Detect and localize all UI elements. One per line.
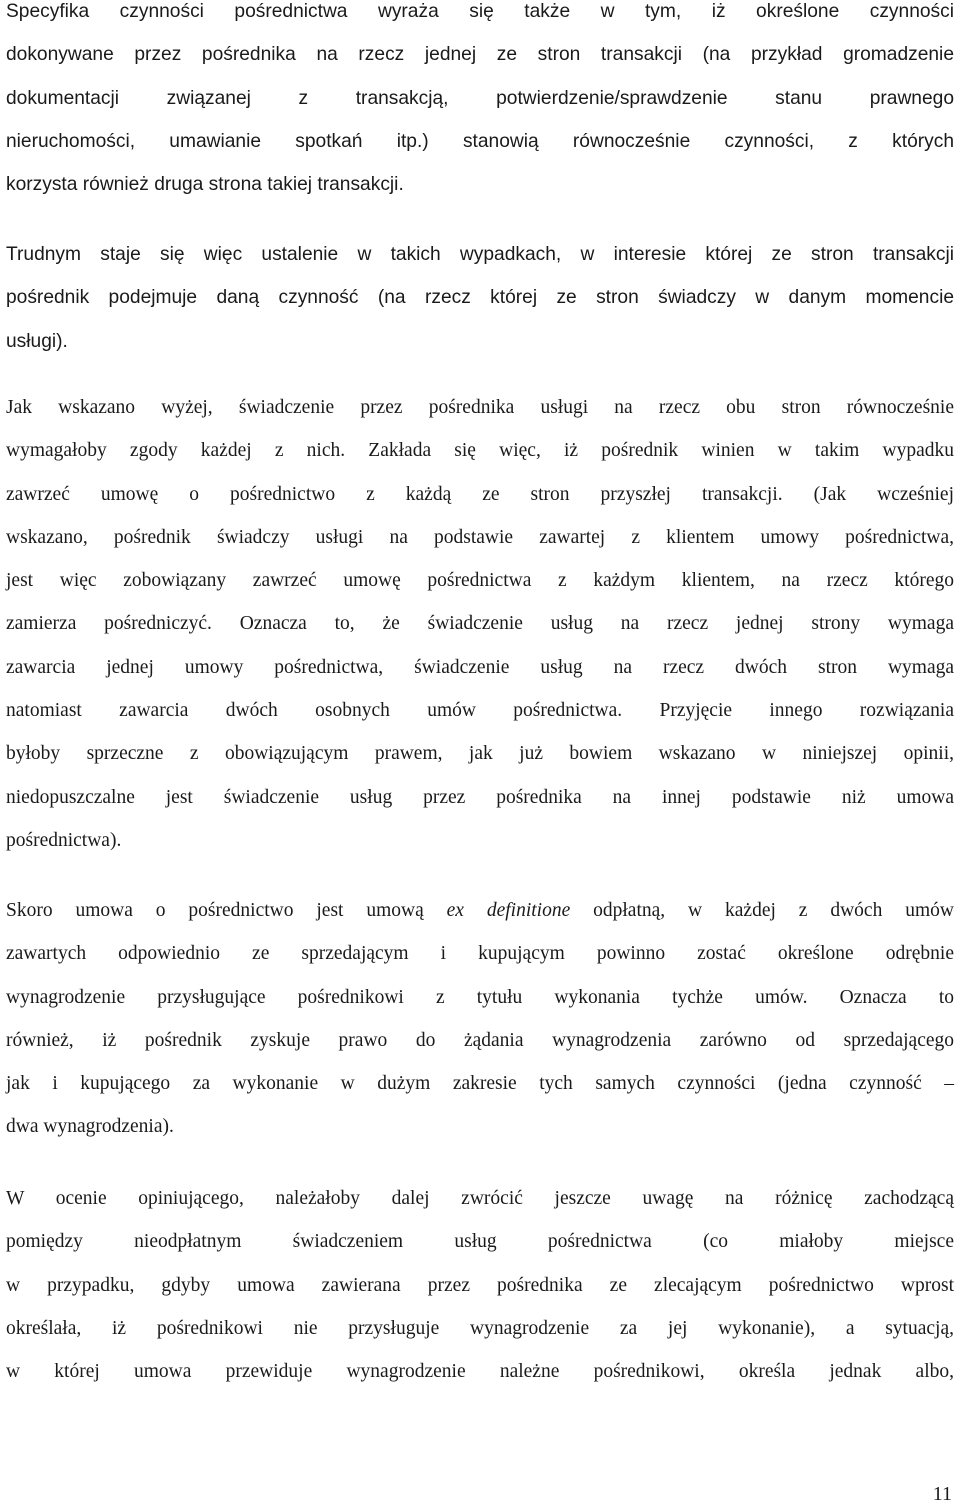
paragraph-3 [6,386,954,862]
text-line: natomiast zawarcia dwóch osobnych umów pośrednictwa. Przyjęcie innego rozwiązania [6,700,954,722]
latin-phrase: ex definitione [446,900,571,921]
text-line: niedopuszczalne jest świadczenie usług przez pośrednika na innej podstawie niż umowa [6,786,954,808]
text-line: Specyfika czynności pośrednictwa wyraża się także w tym, iż określone czynności [6,1,954,22]
text-line: korzysta również druga strona takiej transakcji. [6,174,404,196]
text-line: w której umowa przewiduje wynagrodzenie należne pośrednikowi, określa jednak albo, [6,1361,954,1383]
paragraph-2 [6,233,954,363]
text-line: dwa wynagrodzenia). [6,1116,174,1138]
paragraph-1 [6,0,954,206]
text-line: nieruchomości, umawianie spotkań itp.) stanowią równocześnie czynności, z których [6,130,954,152]
text-line: dokumentacji związanej z transakcją, potwierdzenie/sprawdzenie stanu prawnego [6,87,954,109]
text-line: byłoby sprzeczne z obowiązującym prawem, jak już bowiem wskazano w niniejszej opinii, [6,743,954,765]
text-line: pośrednik podejmuje daną czynność (na rzecz której ze stron świadczy w danym momencie [6,287,954,309]
text-line: Jak wskazano wyżej, świadczenie przez pośrednika usługi na rzecz obu stron równocześnie [6,397,954,418]
text-line [6,889,954,932]
paragraph-4 [6,889,954,1149]
text-line: wymagałoby zgody każdej z nich. Zakłada się więc, iż pośrednik winien w takim wypadku [6,440,954,462]
text-line: zawartych odpowiednio ze sprzedającym i kupującym powinno zostać określone odrębnie [6,943,954,965]
text-line: określała, iż pośrednikowi nie przysługuje wynagrodzenie za jej wykonanie), a sytuacją, [6,1317,954,1339]
page-number: 11 [932,1483,952,1505]
text-line: w przypadku, gdyby umowa zawierana przez pośrednika ze zlecającym pośrednictwo wprost [6,1274,954,1296]
text-line: pomiędzy nieodpłatnym świadczeniem usług pośrednictwa (co miałoby miejsce [6,1231,954,1253]
text-line: jak i kupującego za wykonanie w dużym zakresie tych samych czynności (jedna czynność – [6,1073,954,1095]
text-line: zawarcia jednej umowy pośrednictwa, świadczenie usług na rzecz dwóch stron wymaga [6,656,954,678]
text-line: W ocenie opiniującego, należałoby dalej zwrócić jeszcze uwagę na różnicę zachodzącą [6,1188,954,1209]
paragraph-5 [6,1177,954,1393]
text-line: wskazano, pośrednik świadczy usługi na podstawie zawartej z klientem umowy pośrednictwa, [6,526,954,548]
text-line: usługi). [6,330,68,352]
text-line: zawrzeć umowę o pośrednictwo z każdą ze stron przyszłej transakcji. (Jak wcześniej [6,483,954,505]
text-line: jest więc zobowiązany zawrzeć umowę pośrednictwa z każdym klientem, na rzecz którego [6,570,954,592]
text-line: wynagrodzenie przysługujące pośrednikowi z tytułu wykonania tychże umów. Oznacza to [6,986,954,1008]
text-line: również, iż pośrednik zyskuje prawo do żądania wynagrodzenia zarówno od sprzedającego [6,1029,954,1051]
text-run: Skoro umowa o pośrednictwo jest umową [6,900,447,921]
text-line: zamierza pośredniczyć. Oznacza to, że świadczenie usług na rzecz jednej strony wymaga [6,613,954,635]
text-line: Trudnym staje się więc ustalenie w takich wypadkach, w interesie której ze stron transakcji [6,244,954,265]
text-line: pośrednictwa). [6,829,122,851]
text-run: odpłatną, w każdej z dwóch umów [570,900,954,921]
text-line: dokonywane przez pośrednika na rzecz jednej ze stron transakcji (na przykład gromadzenie [6,44,954,66]
